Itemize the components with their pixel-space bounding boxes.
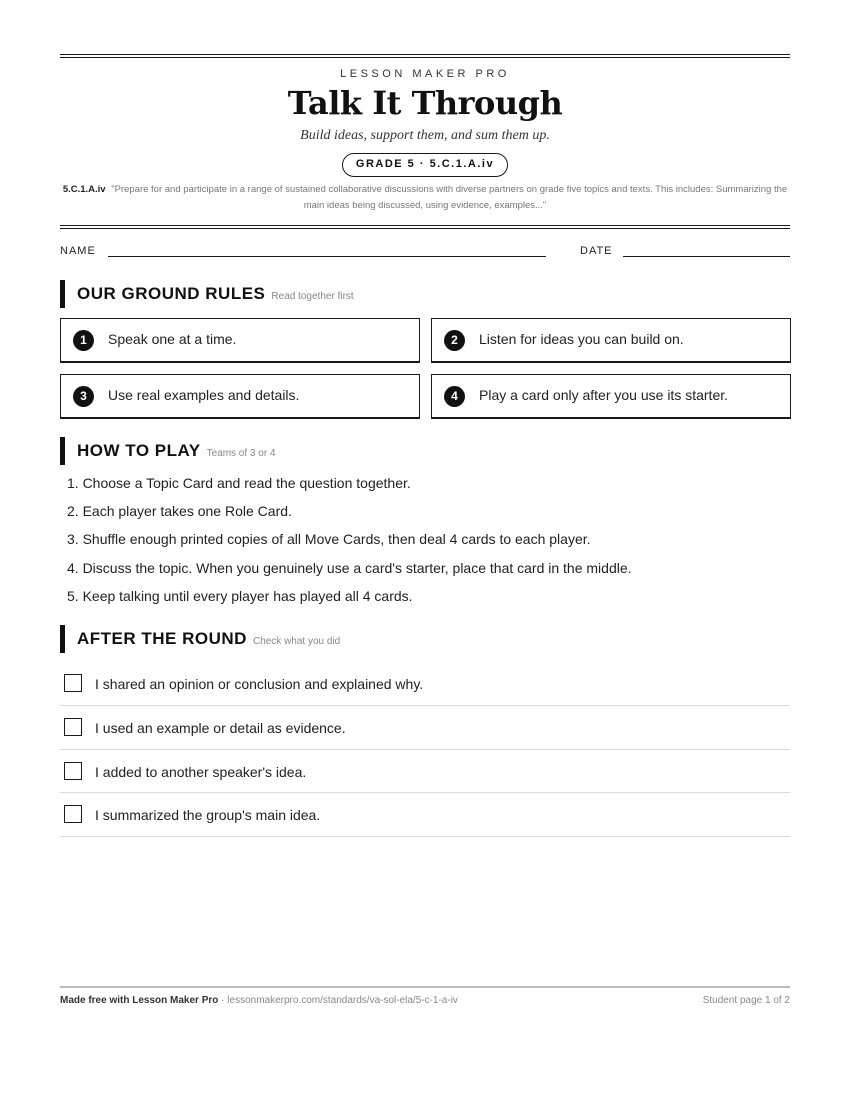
checkbox[interactable] (64, 718, 82, 736)
after-round-header (60, 625, 790, 653)
page-subtitle: Build ideas, support them, and sum them up. (300, 128, 550, 143)
ground-rule-card (60, 318, 420, 363)
section-title (77, 629, 340, 649)
rule-text: Speak one at a time. (108, 331, 237, 347)
name-date-row (60, 245, 790, 259)
section-marker (60, 625, 65, 653)
checklist-item (60, 706, 790, 750)
grade-pill-container (60, 153, 790, 177)
footer-divider (60, 986, 790, 988)
step-item: 5. Keep talking until every player has played all 4 cards. (67, 587, 413, 604)
ground-rule-card (60, 374, 420, 419)
grade-badge: GRADE 5 · 5.C.1.A.iv (342, 153, 508, 177)
checklist-text: I added to another speaker's idea. (95, 763, 307, 780)
checklist-text: I shared an opinion or conclusion and explained why. (95, 676, 424, 692)
after-round-note: Check what you did (252, 636, 341, 647)
checklist-text: I summarized the group's main idea. (95, 807, 321, 824)
checkbox[interactable] (64, 674, 82, 692)
checklist-item (60, 793, 790, 837)
footer-credit (60, 995, 458, 1006)
name-field-line[interactable] (108, 256, 546, 257)
step-item: 2. Each player takes one Role Card. (67, 503, 292, 520)
rule-number-badge: 2 (444, 330, 465, 351)
page-number: Student page 1 of 2 (702, 995, 790, 1006)
rule-text: Use real examples and details. (108, 387, 300, 403)
rule-number-badge: 1 (73, 330, 94, 351)
ground-rules-header (60, 280, 790, 308)
rule-text: Play a card only after you use its starter. (479, 387, 729, 403)
standard-description (60, 182, 790, 214)
checklist-item (60, 662, 790, 706)
page-title: Talk It Through (287, 84, 563, 122)
how-to-play-title: HOW TO PLAY (77, 441, 201, 460)
date-label: DATE (580, 245, 613, 257)
after-round-checklist (60, 662, 790, 837)
checkbox[interactable] (64, 762, 82, 780)
standard-code: 5.C.1.A.iv (62, 184, 106, 195)
ground-rules-note: Read together first (271, 291, 354, 302)
date-field-line[interactable] (623, 256, 790, 257)
section-marker (60, 437, 65, 465)
brand-label: LESSON MAKER PRO (340, 68, 510, 80)
rule-number-badge: 4 (444, 386, 465, 407)
step-item: 3. Shuffle enough printed copies of all Move Cards, then deal 4 cards to each player. (67, 531, 591, 548)
worksheet-page (60, 0, 790, 1100)
how-to-play-header (60, 437, 790, 465)
section-title (77, 284, 354, 304)
made-with-label: Made free with Lesson Maker Pro (60, 995, 219, 1006)
section-marker (60, 280, 65, 308)
step-item: 1. Choose a Topic Card and read the question together. (67, 475, 411, 491)
section-title (77, 441, 276, 461)
after-round-title: AFTER THE ROUND (77, 629, 247, 648)
ground-rules-title: OUR GROUND RULES (77, 284, 266, 303)
checkbox[interactable] (64, 805, 82, 823)
ground-rule-card (431, 374, 791, 419)
page-footer (60, 995, 790, 1009)
footer-url-link[interactable]: lessonmakerpro.com/standards/va-sol-ela/5-c-1-a-iv (227, 995, 458, 1006)
how-to-play-note: Teams of 3 or 4 (206, 448, 276, 459)
rule-number-badge: 3 (73, 386, 94, 407)
standard-text: "Prepare for and participate in a range of sustained collaborative discussions with diverse partners on grade five topics and texts. This includes: Summarizing the main ideas being discussed, using evidence, examples..." (111, 184, 788, 211)
rule-text: Listen for ideas you can build on. (479, 331, 684, 347)
step-item: 4. Discuss the topic. When you genuinely use a card's starter, place that card in the middle. (67, 559, 632, 576)
name-label: NAME (60, 245, 96, 257)
footer-separator: · (218, 995, 228, 1006)
checklist-item (60, 750, 790, 794)
header-bottom-double-rule (60, 225, 790, 229)
checklist-text: I used an example or detail as evidence. (95, 719, 346, 736)
top-double-rule (60, 54, 790, 58)
how-to-play-steps (67, 474, 787, 615)
ground-rule-card (431, 318, 791, 363)
